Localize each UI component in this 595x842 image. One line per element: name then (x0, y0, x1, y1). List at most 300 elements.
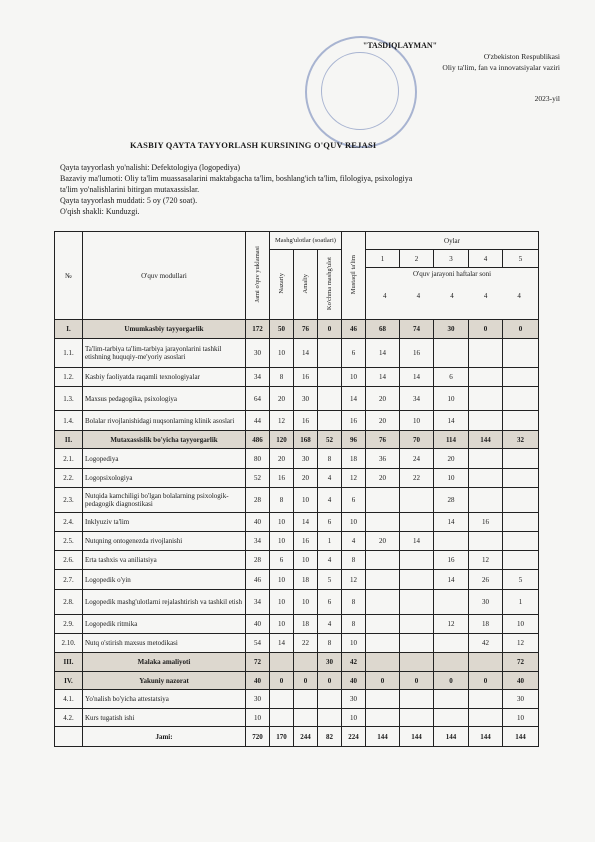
total-cell: 224 (342, 727, 366, 747)
row-number: 4.1. (55, 690, 83, 709)
module-name: Mutaxassislik bo'yicha tayyorgarlik (83, 431, 246, 449)
hours-cell: 68 (366, 320, 400, 339)
hours-cell: 16 (469, 513, 503, 532)
table-row (55, 532, 539, 551)
hours-cell: 30 (294, 387, 318, 411)
hours-cell: 14 (366, 368, 400, 387)
header-weeks: O'quv jarayoni haftalar soni 4 4 4 4 4 (366, 268, 539, 320)
row-number: 4.2. (55, 709, 83, 727)
hours-cell (270, 653, 294, 672)
hours-cell: 30 (294, 449, 318, 469)
hours-cell: 10 (503, 709, 539, 727)
hours-cell: 5 (503, 570, 539, 590)
hours-cell: 0 (294, 672, 318, 690)
hours-cell: 4 (318, 469, 342, 488)
total-cell: 144 (366, 727, 400, 747)
total-cell: 720 (246, 727, 270, 747)
hours-cell: 6 (270, 551, 294, 570)
hours-cell (469, 709, 503, 727)
hours-cell: 18 (342, 449, 366, 469)
hours-cell: 34 (400, 387, 434, 411)
hours-cell (400, 488, 434, 513)
row-number: 2.2. (55, 469, 83, 488)
hours-cell: 0 (469, 672, 503, 690)
hours-cell (366, 488, 400, 513)
module-name: Maxsus pedagogika, psixologiya (83, 387, 246, 411)
module-name: Nutqning ontogenezda rivojlanishi (83, 532, 246, 551)
hours-cell (469, 469, 503, 488)
hours-cell (318, 709, 342, 727)
hours-cell: 76 (294, 320, 318, 339)
hours-cell: 80 (246, 449, 270, 469)
hours-cell: 16 (294, 532, 318, 551)
row-number: I. (55, 320, 83, 339)
hours-cell: 0 (469, 320, 503, 339)
hours-cell: 4 (342, 532, 366, 551)
hours-cell: 54 (246, 634, 270, 653)
hours-cell: 32 (503, 431, 539, 449)
hours-cell (318, 339, 342, 368)
table-row (55, 690, 539, 709)
hours-cell (503, 411, 539, 431)
hours-cell: 1 (318, 532, 342, 551)
total-cell: 144 (434, 727, 469, 747)
module-name: Inklyuziv ta'lim (83, 513, 246, 532)
hours-cell (366, 709, 400, 727)
week-count: 4 (517, 292, 521, 300)
section-row (55, 320, 539, 339)
hours-cell: 0 (270, 672, 294, 690)
hours-cell: 6 (342, 488, 366, 513)
hours-cell: 18 (294, 615, 318, 634)
hours-cell: 72 (503, 653, 539, 672)
hours-cell (434, 634, 469, 653)
hours-cell (366, 653, 400, 672)
hours-cell: 18 (469, 615, 503, 634)
info-line: O'qish shakli: Kunduzgi. (60, 207, 140, 216)
module-name: Logopedik mashg'ulotlarni rejalashtirish va tashkil etish (83, 590, 246, 615)
table-row (55, 709, 539, 727)
hours-cell: 40 (246, 672, 270, 690)
week-count: 4 (416, 292, 421, 300)
row-number: 1.4. (55, 411, 83, 431)
hours-cell: 28 (246, 551, 270, 570)
header-practical: Amaliy (294, 250, 318, 320)
hours-cell: 4 (318, 615, 342, 634)
hours-cell: 0 (318, 320, 342, 339)
total-cell: 170 (270, 727, 294, 747)
hours-cell: 26 (469, 570, 503, 590)
table-row (55, 615, 539, 634)
total-cell: 144 (503, 727, 539, 747)
hours-cell: 96 (342, 431, 366, 449)
total-row (55, 727, 539, 747)
header-number: № (55, 232, 83, 320)
hours-cell: 6 (318, 513, 342, 532)
module-name: Kurs tugatish ishi (83, 709, 246, 727)
row-number: 2.9. (55, 615, 83, 634)
hours-cell: 12 (434, 615, 469, 634)
hours-cell: 14 (294, 513, 318, 532)
hours-cell: 16 (400, 339, 434, 368)
hours-cell (503, 368, 539, 387)
hours-cell: 6 (434, 368, 469, 387)
document-title: KASBIY QAYTA TAYYORLASH KURSINING O'QUV REJASI (130, 140, 377, 150)
hours-cell: 30 (469, 590, 503, 615)
row-number: IV. (55, 672, 83, 690)
total-cell: 82 (318, 727, 342, 747)
hours-cell: 5 (318, 570, 342, 590)
row-number: 2.5. (55, 532, 83, 551)
hours-cell (400, 653, 434, 672)
info-line: Qayta tayyorlash yo'nalishi: Defektologiya (logopediya) (60, 163, 241, 172)
hours-cell: 34 (246, 532, 270, 551)
table-row (55, 590, 539, 615)
hours-cell: 0 (400, 672, 434, 690)
row-number: 2.4. (55, 513, 83, 532)
hours-cell: 36 (366, 449, 400, 469)
month-number: 4 (469, 250, 503, 268)
hours-cell (400, 590, 434, 615)
header-total-load: Jami o'quv yuklamasi (246, 232, 270, 320)
hours-cell: 20 (366, 411, 400, 431)
hours-cell: 10 (270, 590, 294, 615)
hours-cell: 10 (342, 634, 366, 653)
row-number: 1.1. (55, 339, 83, 368)
hours-cell: 172 (246, 320, 270, 339)
hours-cell (318, 690, 342, 709)
hours-cell: 16 (294, 411, 318, 431)
hours-cell (434, 690, 469, 709)
hours-cell: 10 (503, 615, 539, 634)
hours-cell: 0 (318, 672, 342, 690)
hours-cell (469, 449, 503, 469)
row-number: 2.8. (55, 590, 83, 615)
hours-cell: 16 (342, 411, 366, 431)
hours-cell: 46 (342, 320, 366, 339)
hours-cell: 0 (503, 320, 539, 339)
hours-cell: 40 (342, 672, 366, 690)
hours-cell (469, 690, 503, 709)
row-number: 1.3. (55, 387, 83, 411)
hours-cell (318, 368, 342, 387)
hours-cell: 10 (294, 590, 318, 615)
table-row (55, 570, 539, 590)
row-number: 2.1. (55, 449, 83, 469)
module-name: Umumkasbiy tayyorgarlik (83, 320, 246, 339)
hours-cell (503, 488, 539, 513)
hours-cell: 64 (246, 387, 270, 411)
hours-cell (469, 387, 503, 411)
hours-cell: 0 (366, 672, 400, 690)
hours-cell (400, 551, 434, 570)
module-name: Bolalar rivojlanishidagi nuqsonlarning klinik asoslari (83, 411, 246, 431)
hours-cell: 12 (469, 551, 503, 570)
hours-cell (469, 411, 503, 431)
hours-cell: 486 (246, 431, 270, 449)
hours-cell: 0 (434, 672, 469, 690)
hours-cell: 144 (469, 431, 503, 449)
header-modules: O'quv modullari (83, 232, 246, 320)
table-row (55, 387, 539, 411)
hours-cell: 74 (400, 320, 434, 339)
hours-cell: 8 (318, 449, 342, 469)
hours-cell: 12 (503, 634, 539, 653)
hours-cell (469, 339, 503, 368)
hours-cell (366, 570, 400, 590)
hours-cell: 4 (318, 488, 342, 513)
hours-cell: 34 (246, 368, 270, 387)
hours-cell: 40 (246, 513, 270, 532)
curriculum-table (54, 231, 539, 747)
hours-cell: 16 (270, 469, 294, 488)
hours-cell: 10 (270, 532, 294, 551)
hours-cell: 12 (342, 570, 366, 590)
hours-cell: 14 (342, 387, 366, 411)
hours-cell: 30 (318, 653, 342, 672)
hours-cell: 20 (366, 532, 400, 551)
hours-cell: 10 (434, 387, 469, 411)
hours-cell: 6 (318, 590, 342, 615)
hours-cell: 8 (270, 368, 294, 387)
hours-cell (434, 339, 469, 368)
hours-cell: 120 (270, 431, 294, 449)
course-info (60, 162, 530, 217)
module-name: Yakuniy nazorat (83, 672, 246, 690)
total-blank (55, 727, 83, 747)
approval-line-1: O'zbekiston Respublikasi (483, 52, 560, 61)
module-name: Ta'lim-tarbiya ta'lim-tarbiya jarayonlarini tashkil etishning huquqiy-me'yoriy asoslari (83, 339, 246, 368)
row-number: 2.10. (55, 634, 83, 653)
hours-cell: 14 (270, 634, 294, 653)
hours-cell (366, 615, 400, 634)
total-cell: 144 (400, 727, 434, 747)
row-number: 2.7. (55, 570, 83, 590)
table-row (55, 634, 539, 653)
hours-cell: 30 (246, 339, 270, 368)
table-row (55, 551, 539, 570)
hours-cell: 4 (318, 551, 342, 570)
hours-cell: 14 (434, 411, 469, 431)
hours-cell: 16 (294, 368, 318, 387)
header-theory: Nazariy (270, 250, 294, 320)
module-name: Erta tashxis va aniliatsiya (83, 551, 246, 570)
total-cell: 144 (469, 727, 503, 747)
info-line: ta'lim yo'nalishlarini bitirgan mutaxassislar. (60, 185, 200, 194)
hours-cell (503, 339, 539, 368)
month-number: 5 (503, 250, 539, 268)
row-number: 2.6. (55, 551, 83, 570)
hours-cell (366, 513, 400, 532)
approval-heading: "TASDIQLAYMAN" (362, 41, 438, 50)
hours-cell: 10 (434, 469, 469, 488)
row-number: III. (55, 653, 83, 672)
hours-cell (294, 690, 318, 709)
hours-cell (503, 469, 539, 488)
hours-cell: 8 (342, 551, 366, 570)
hours-cell: 14 (294, 339, 318, 368)
hours-cell: 10 (270, 570, 294, 590)
approval-year: 2023-yil (534, 94, 560, 103)
hours-cell: 12 (270, 411, 294, 431)
table-row (55, 339, 539, 368)
hours-cell: 22 (400, 469, 434, 488)
hours-cell: 72 (246, 653, 270, 672)
table-row (55, 368, 539, 387)
week-count: 4 (450, 292, 454, 300)
hours-cell: 52 (246, 469, 270, 488)
hours-cell (366, 551, 400, 570)
header-field: Ko'chma mashg'ulot (318, 250, 342, 320)
hours-cell: 40 (503, 672, 539, 690)
hours-cell: 10 (270, 339, 294, 368)
hours-cell (318, 387, 342, 411)
hours-cell (434, 532, 469, 551)
hours-cell: 10 (342, 513, 366, 532)
info-line: Bazaviy ma'lumoti: Oliy ta'lim muassasalarini maktabgacha ta'lim, boshlang'ich ta'lim, filologiya, psixologiya (60, 174, 413, 183)
hours-cell: 8 (342, 615, 366, 634)
hours-cell (434, 653, 469, 672)
hours-cell: 20 (270, 387, 294, 411)
module-name: Nutqida kamchiligi bo'lgan bolalarning psixologik-pedagogik diagnostikasi (83, 488, 246, 513)
hours-cell: 42 (469, 634, 503, 653)
hours-cell (469, 653, 503, 672)
table-row (55, 411, 539, 431)
hours-cell: 46 (246, 570, 270, 590)
hours-cell: 10 (270, 513, 294, 532)
hours-cell: 22 (294, 634, 318, 653)
hours-cell: 30 (503, 690, 539, 709)
hours-cell: 34 (246, 590, 270, 615)
hours-cell: 10 (270, 615, 294, 634)
hours-cell (503, 449, 539, 469)
hours-cell (270, 690, 294, 709)
hours-cell (503, 532, 539, 551)
hours-cell (400, 513, 434, 532)
hours-cell (400, 634, 434, 653)
section-row (55, 431, 539, 449)
module-name: Nutq o'stirish maxsus metodikasi (83, 634, 246, 653)
section-row (55, 653, 539, 672)
hours-cell: 10 (342, 709, 366, 727)
module-name: Logopsixologiya (83, 469, 246, 488)
hours-cell: 50 (270, 320, 294, 339)
row-number: II. (55, 431, 83, 449)
hours-cell: 14 (434, 570, 469, 590)
hours-cell (366, 634, 400, 653)
hours-cell: 20 (366, 469, 400, 488)
total-cell: 244 (294, 727, 318, 747)
table-row (55, 513, 539, 532)
hours-cell: 30 (434, 320, 469, 339)
hours-cell: 20 (294, 469, 318, 488)
hours-cell: 14 (366, 339, 400, 368)
hours-cell (294, 709, 318, 727)
header-classes: Mashg'ulotlar (soatlari) (270, 232, 342, 250)
hours-cell: 20 (270, 449, 294, 469)
hours-cell: 10 (246, 709, 270, 727)
hours-cell (318, 411, 342, 431)
month-number: 1 (366, 250, 400, 268)
hours-cell: 30 (246, 690, 270, 709)
section-row (55, 672, 539, 690)
hours-cell (294, 653, 318, 672)
hours-cell: 30 (342, 690, 366, 709)
hours-cell (503, 551, 539, 570)
header-independent: Mustaqil ta'lim (342, 232, 366, 320)
row-number: 1.2. (55, 368, 83, 387)
month-number: 3 (434, 250, 469, 268)
hours-cell (434, 709, 469, 727)
module-name: Malaka amaliyoti (83, 653, 246, 672)
hours-cell (469, 488, 503, 513)
hours-cell (366, 690, 400, 709)
hours-cell: 42 (342, 653, 366, 672)
hours-cell: 16 (434, 551, 469, 570)
hours-cell: 76 (366, 431, 400, 449)
hours-cell: 6 (342, 339, 366, 368)
hours-cell: 1 (503, 590, 539, 615)
hours-cell (503, 387, 539, 411)
hours-cell (366, 590, 400, 615)
table-row (55, 449, 539, 469)
hours-cell: 20 (434, 449, 469, 469)
hours-cell: 28 (246, 488, 270, 513)
hours-cell (400, 615, 434, 634)
hours-cell: 24 (400, 449, 434, 469)
hours-cell: 8 (342, 590, 366, 615)
row-number: 2.3. (55, 488, 83, 513)
hours-cell: 14 (400, 368, 434, 387)
hours-cell: 40 (246, 615, 270, 634)
hours-cell: 10 (294, 551, 318, 570)
hours-cell: 44 (246, 411, 270, 431)
module-name: Yo'nalish bo'yicha attestatsiya (83, 690, 246, 709)
total-label: Jami: (83, 727, 246, 747)
hours-cell (469, 368, 503, 387)
module-name: Kasbiy faoliyatda raqamli texnologiyalar (83, 368, 246, 387)
week-count: 4 (483, 292, 488, 300)
hours-cell (270, 709, 294, 727)
approval-block (300, 40, 560, 104)
module-name: Logopediya (83, 449, 246, 469)
hours-cell: 14 (400, 532, 434, 551)
hours-cell (400, 570, 434, 590)
hours-cell: 52 (318, 431, 342, 449)
info-line: Qayta tayyorlash muddati: 5 oy (720 soat). (60, 196, 198, 205)
hours-cell (400, 709, 434, 727)
hours-cell: 10 (294, 488, 318, 513)
hours-cell (400, 690, 434, 709)
module-name: Logopedik ritmika (83, 615, 246, 634)
hours-cell: 8 (318, 634, 342, 653)
hours-cell (503, 513, 539, 532)
module-name: Logopedik o'yin (83, 570, 246, 590)
hours-cell: 168 (294, 431, 318, 449)
hours-cell: 114 (434, 431, 469, 449)
week-count: 4 (383, 292, 387, 300)
hours-cell: 10 (400, 411, 434, 431)
hours-cell: 8 (270, 488, 294, 513)
hours-cell: 28 (434, 488, 469, 513)
table-row (55, 488, 539, 513)
month-number: 2 (400, 250, 434, 268)
hours-cell: 20 (366, 387, 400, 411)
hours-cell (434, 590, 469, 615)
header-months: Oylar (366, 232, 539, 250)
hours-cell: 18 (294, 570, 318, 590)
approval-line-2: Oliy ta'lim, fan va innovatsiyalar vaziri (442, 63, 560, 72)
